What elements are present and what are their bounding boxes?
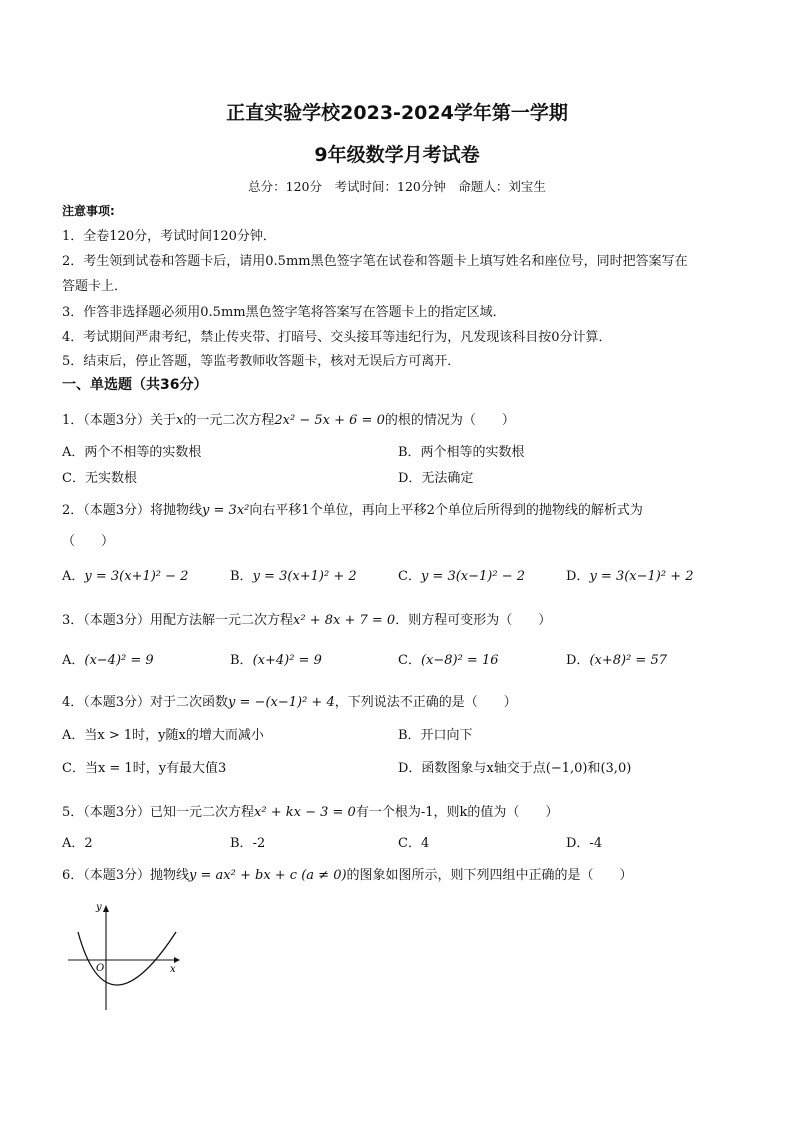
q2-option-b: B．y = 3(x+1)² + 2 bbox=[230, 569, 357, 584]
q1-option-a: A．两个不相等的实数根 bbox=[62, 445, 202, 460]
x-axis-label: x bbox=[170, 964, 176, 975]
section-heading: 一、单选题（共36分） bbox=[62, 377, 208, 393]
q6-equation: y = ax² + bx + c (a ≠ 0) bbox=[189, 868, 347, 883]
q5-option-c: C．4 bbox=[398, 836, 430, 851]
notes-heading: 注意事项: bbox=[62, 204, 115, 218]
q1-option-c: C．无实数根 bbox=[62, 471, 137, 486]
note-item-3: 3．作答非选择题必须用0.5mm黑色签字笔将答案写在答题卡上的指定区域． bbox=[62, 305, 506, 320]
q4-option-d: D．函数图象与x轴交于点(−1,0)和(3,0) bbox=[398, 761, 632, 776]
note-item-4: 4．考试期间严肃考纪，禁止传夹带、打暗号、交头接耳等违纪行为，凡发现该科目按0分计算． bbox=[62, 330, 612, 345]
question-2-cont: （ ） bbox=[62, 534, 115, 549]
q4-equation: y = −(x−1)² + 4 bbox=[228, 695, 335, 710]
question-6: 6．（本题3分）抛物线y = ax² + bx + c (a ≠ 0)的图象如图所示，则下列四组中正确的是（ ） bbox=[62, 868, 633, 883]
q3-option-d: D．(x+8)² = 57 bbox=[566, 653, 667, 668]
q5-option-a: A．2 bbox=[62, 836, 93, 851]
q3-option-a: A．(x−4)² = 9 bbox=[62, 653, 154, 668]
q4-option-a: A．当x > 1时，y随x的增大而减小 bbox=[62, 728, 264, 743]
question-3: 3．（本题3分）用配方法解一元二次方程x² + 8x + 7 = 0．则方程可变形为（ ） bbox=[62, 613, 552, 628]
q4-option-b: B．开口向下 bbox=[398, 728, 473, 743]
q3-equation: x² + 8x + 7 = 0 bbox=[293, 613, 396, 628]
q2-equation: y = 3x² bbox=[202, 503, 250, 518]
q1-option-b: B．两个相等的实数根 bbox=[398, 445, 525, 460]
exam-subtitle: 9年级数学月考试卷 bbox=[314, 144, 480, 166]
q1-equation: 2x² − 5x + 6 = 0 bbox=[274, 413, 385, 428]
q1-option-d: D．无法确定 bbox=[398, 471, 474, 486]
q5-option-b: B．-2 bbox=[230, 836, 266, 851]
question-4: 4．（本题3分）对于二次函数y = −(x−1)² + 4，下列说法不正确的是（ ） bbox=[62, 695, 517, 710]
q5-equation: x² + kx − 3 = 0 bbox=[254, 805, 356, 820]
q5-option-d: D．-4 bbox=[566, 836, 603, 851]
q2-option-d: D．y = 3(x−1)² + 2 bbox=[566, 569, 694, 584]
exam-title: 正直实验学校2023-2024学年第一学期 bbox=[226, 102, 568, 124]
parabola-curve bbox=[78, 932, 176, 985]
y-axis-label: y bbox=[96, 902, 102, 913]
note-item-2: 2．考生领到试卷和答题卡后，请用0.5mm黑色签字笔在试卷和答题卡上填写姓名和座位号，同时把答案写在 bbox=[62, 254, 688, 269]
origin-label: O bbox=[96, 963, 105, 974]
note-item-2-cont: 答题卡上． bbox=[62, 279, 128, 294]
q2-option-c: C．y = 3(x−1)² − 2 bbox=[398, 569, 526, 584]
note-item-1: 1．全卷120分，考试时间120分钟． bbox=[62, 229, 276, 244]
y-axis-arrow bbox=[103, 905, 109, 912]
q4-option-c: C．当x = 1时，y有最大值3 bbox=[62, 761, 227, 776]
q3-option-b: B．(x+4)² = 9 bbox=[230, 653, 322, 668]
q3-option-c: C．(x−8)² = 16 bbox=[398, 653, 499, 668]
x-axis-arrow bbox=[174, 957, 180, 963]
note-item-5: 5．结束后，停止答题，等监考教师收答题卡，核对无误后方可离开． bbox=[62, 354, 461, 369]
question-5: 5．（本题3分）已知一元二次方程x² + kx − 3 = 0有一个根为-1，则k的值为（ ） bbox=[62, 805, 559, 820]
q2-option-a: A．y = 3(x+1)² − 2 bbox=[62, 569, 189, 584]
question-2: 2．（本题3分）将抛物线y = 3x²向右平移1个单位，再向上平移2个单位后所得到的抛物线的解析式为 bbox=[62, 503, 643, 518]
question-1: 1．（本题3分）关于x的一元二次方程2x² − 5x + 6 = 0的根的情况为（ ） bbox=[62, 413, 515, 428]
exam-meta: 总分：120分 考试时间：120分钟 命题人：刘宝生 bbox=[248, 179, 546, 194]
parabola-graph bbox=[62, 898, 192, 1016]
